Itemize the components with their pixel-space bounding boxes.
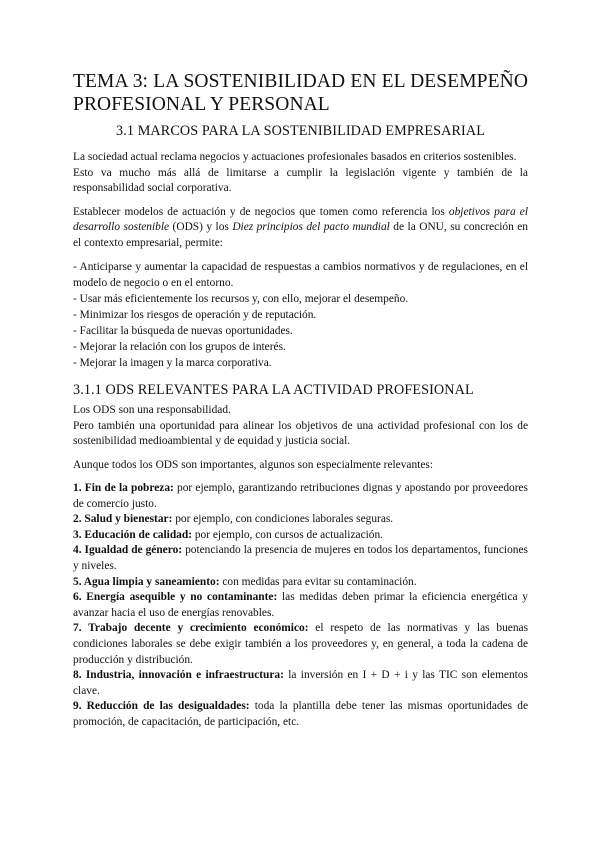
list-item: 9. Reducción de las desigualdades: toda la plantilla debe tener las mismas oportunidades de promoción, de capacitación, de participación, etc. (73, 700, 529, 728)
section-heading: 3.1 MARCOS PARA LA SOSTENIBILIDAD EMPRESARIAL (116, 123, 485, 139)
list-item: - Mejorar la imagen y la marca corporativa. (73, 357, 272, 369)
intro-paragraph: La sociedad actual reclama negocios y actuaciones profesionales basados en criterios sostenibles. (73, 151, 517, 163)
ods-list (73, 481, 528, 731)
list-item: - Anticiparse y aumentar la capacidad de respuestas a cambios normativos y de regulaciones, en el modelo de negocio o en el entorno. (73, 261, 528, 289)
subsection-heading: 3.1.1 ODS RELEVANTES PARA LA ACTIVIDAD PROFESIONAL (73, 382, 474, 398)
pacto-mundial-reference: Diez principios del pacto mundial (232, 221, 390, 233)
intro-paragraph: Esto va mucho más allá de limitarse a cumplir la legislación vigente y también de la responsabilidad social corporativa. (73, 166, 528, 194)
list-item: 5. Agua limpia y saneamiento: con medidas para evitar su contaminación. (73, 575, 417, 588)
list-item: 2. Salud y bienestar: por ejemplo, con condiciones laborales seguras. (73, 513, 394, 526)
ods-reference: objetivos para el desarrollo sostenible (73, 205, 529, 233)
list-item: - Minimizar los riesgos de operación y de reputación. (73, 309, 317, 321)
list-item: 3. Educación de calidad: por ejemplo, con cursos de actualización. (73, 528, 384, 541)
ods-intro-paragraph: Aunque todos los ODS son importantes, algunos son especialmente relevantes: (73, 458, 434, 471)
list-item: - Usar más eficientemente los recursos y, con ello, mejorar el desempeño. (73, 293, 409, 305)
list-item: 8. Industria, innovación e infraestructura: la inversión en I + D + i y las TIC son elementos clave. (73, 669, 528, 697)
list-item: 4. Igualdad de género: potenciando la presencia de mujeres en todos los departamentos, funciones y niveles. (73, 544, 528, 572)
frameworks-paragraph: Establecer modelos de actuación y de negocios que tomen como referencia los objetivos para el desarrollo sostenible (ODS) y los Diez principios del pacto mundial de la ONU, su concreción en el contexto empresarial, permite: (73, 205, 529, 249)
list-item: 1. Fin de la pobreza: por ejemplo, garantizando retribuciones dignas y apostando por proveedores de comercio justo. (73, 482, 528, 510)
ods-intro-paragraph: Los ODS son una responsabilidad. (73, 404, 231, 416)
list-item: - Mejorar la relación con los grupos de interés. (73, 341, 286, 353)
list-item: 6. Energía asequible y no contaminante: las medidas deben primar la eficiencia energética y avanzar hacia el uso de energías renovables. (73, 591, 529, 619)
ods-intro-paragraph: Pero también una oportunidad para alinear los objetivos de una actividad profesional con los de sostenibilidad medioambiental y de equidad y justicia social. (73, 419, 528, 447)
benefits-list (73, 259, 528, 371)
list-item: 7. Trabajo decente y crecimiento económico: el respeto de las normativas y las buenas condiciones laborales se debe exigir también a los proveedores y, en general, a toda la cadena de producción y distribución. (73, 622, 529, 666)
list-item: - Facilitar la búsqueda de nuevas oportunidades. (73, 325, 293, 337)
page-title: TEMA 3: LA SOSTENIBILIDAD EN EL DESEMPEÑO PROFESIONAL Y PERSONAL (73, 71, 528, 115)
